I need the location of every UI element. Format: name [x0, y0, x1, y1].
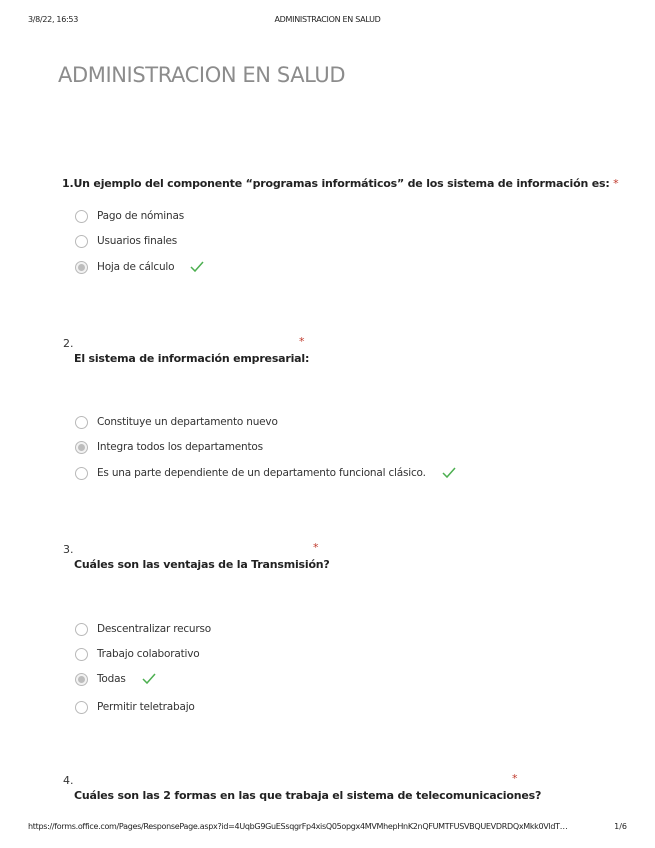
required-asterisk: *	[313, 541, 319, 554]
radio-button[interactable]	[75, 648, 88, 661]
radio-button[interactable]	[75, 416, 88, 429]
correct-check-icon	[190, 261, 204, 273]
option-label: Descentralizar recurso	[97, 623, 211, 635]
question-1-title	[62, 177, 618, 190]
form-title: ADMINISTRACION EN SALUD	[58, 63, 346, 87]
print-footer-url: https://forms.office.com/Pages/ResponsePage.aspx?id=4UqbG9GuESsqgrFp4xisQ05opgx4MVMhepHnK2nQFUMTFUSVBQUEVDRDQxMkk0VldT…	[28, 822, 568, 831]
option-label: Trabajo colaborativo	[97, 648, 200, 660]
question-text: Un ejemplo del componente “programas informáticos” de los sistema de información es:	[73, 177, 610, 190]
radio-button-selected[interactable]	[75, 261, 88, 274]
question-3-option-4[interactable]	[75, 699, 195, 715]
question-3-option-2[interactable]	[75, 646, 199, 662]
required-asterisk: *	[299, 335, 305, 348]
option-label: Pago de nóminas	[97, 210, 184, 222]
question-2-option-1[interactable]	[75, 414, 278, 430]
question-2-option-2[interactable]	[75, 439, 263, 455]
radio-button-selected[interactable]	[75, 673, 88, 686]
option-label: Permitir teletrabajo	[97, 701, 195, 713]
correct-check-icon	[142, 673, 156, 685]
print-header-title: ADMINISTRACION EN SALUD	[274, 15, 381, 24]
option-label: Constituye un departamento nuevo	[97, 416, 278, 428]
question-3-number: 3.	[63, 543, 74, 556]
correct-check-icon	[442, 467, 456, 479]
option-label: Es una parte dependiente de un departamento funcional clásico.	[97, 467, 426, 479]
radio-button[interactable]	[75, 235, 88, 248]
page-number: 1/6	[614, 822, 627, 831]
question-1-option-1[interactable]	[75, 208, 184, 224]
question-3-option-1[interactable]	[75, 621, 211, 637]
radio-button[interactable]	[75, 701, 88, 714]
print-datetime: 3/8/22, 16:53	[28, 15, 78, 24]
question-number: 1.	[62, 177, 74, 190]
question-2-option-3[interactable]	[75, 465, 456, 481]
radio-button[interactable]	[75, 623, 88, 636]
question-1-option-3[interactable]	[75, 259, 204, 275]
radio-button[interactable]	[75, 210, 88, 223]
required-asterisk: *	[512, 772, 518, 785]
option-label: Todas	[97, 673, 126, 685]
radio-button[interactable]	[75, 467, 88, 480]
question-4-number: 4.	[63, 774, 74, 787]
option-label: Integra todos los departamentos	[97, 441, 263, 453]
required-asterisk: *	[613, 177, 619, 190]
question-3-option-3[interactable]	[75, 671, 156, 687]
question-2-title: El sistema de información empresarial:	[74, 352, 310, 365]
question-3-title: Cuáles son las ventajas de la Transmisión?	[74, 558, 330, 571]
option-label: Usuarios finales	[97, 235, 178, 247]
option-label: Hoja de cálculo	[97, 261, 175, 273]
question-4-title: Cuáles son las 2 formas en las que trabaja el sistema de telecomunicaciones?	[74, 789, 542, 802]
question-2-number: 2.	[63, 337, 74, 350]
question-1-option-2[interactable]	[75, 233, 177, 249]
radio-button-selected[interactable]	[75, 441, 88, 454]
